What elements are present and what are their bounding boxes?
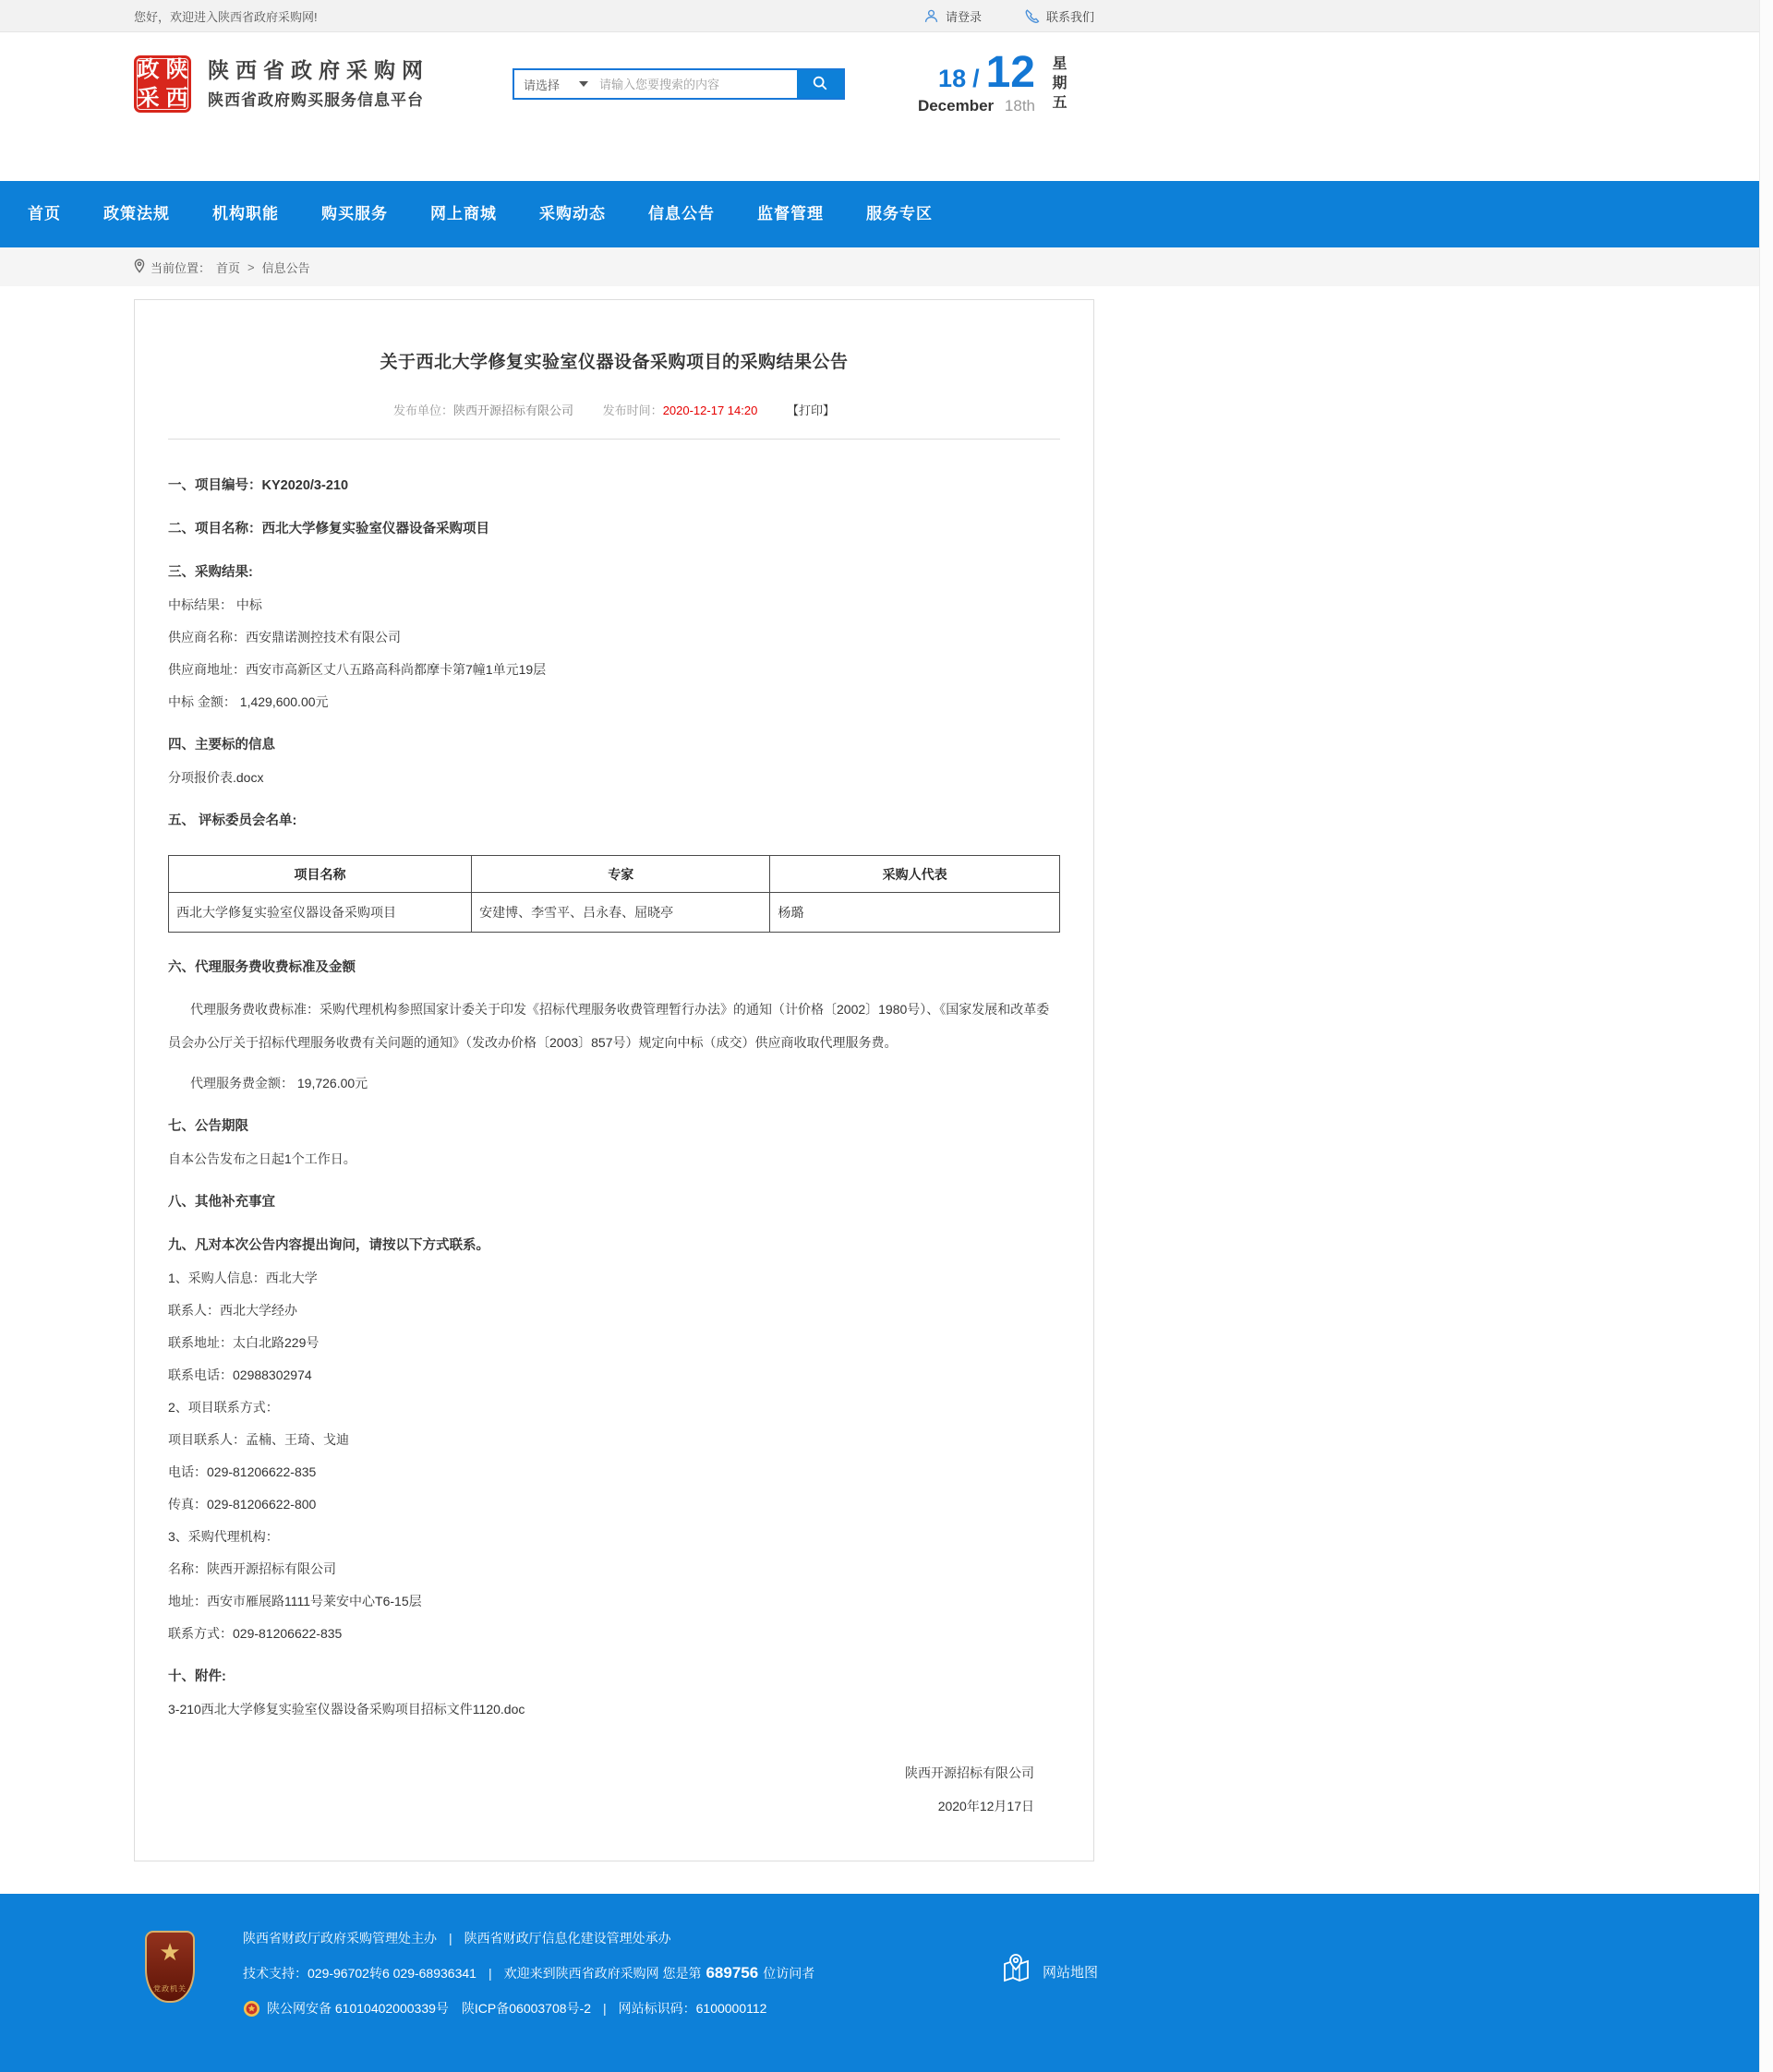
body-paragraph: 电话：029-81206622-835: [168, 1464, 317, 1479]
map-icon: [997, 1951, 1034, 1993]
contact-link[interactable]: 联系我们: [1024, 7, 1094, 25]
body-paragraph: 六、代理服务费收费标准及金额: [168, 960, 356, 975]
site-header: [0, 32, 1760, 181]
body-paragraph: 联系人：西北大学经办: [168, 1303, 297, 1318]
body-paragraph: 三、采购结果:: [168, 565, 253, 580]
announcement-meta: [168, 401, 1060, 440]
search-icon: [812, 75, 828, 94]
body-paragraph: 联系地址：太白北路229号: [168, 1335, 320, 1350]
body-paragraph: 八、其他补充事宜: [168, 1195, 275, 1210]
print-button[interactable]: 【打印】: [786, 404, 835, 417]
body-paragraph: 3、采购代理机构：: [168, 1529, 279, 1544]
date-ordinal: 18th: [1004, 97, 1035, 114]
date-weekday: 星期五: [1050, 54, 1066, 114]
user-icon: [923, 8, 939, 24]
nav-item[interactable]: 监督管理: [757, 205, 824, 223]
body-paragraph: 2、项目联系方式：: [168, 1400, 279, 1415]
footer-icp[interactable]: 陕ICP备06003708号-2: [461, 2001, 591, 2016]
top-bar: [0, 0, 1760, 32]
nav-list: [0, 181, 960, 247]
body-paragraph: 自本公告发布之日起1个工作日。: [168, 1151, 356, 1166]
table-header-row: [169, 856, 1060, 893]
attachment-link[interactable]: 分项报价表.docx: [168, 770, 264, 785]
footer-tech-support: 技术支持：029-96702转6 029-68936341: [243, 1966, 476, 1981]
announcement-card: [134, 299, 1094, 1861]
date-month-name: December: [917, 97, 995, 114]
body-paragraph: 联系方式：029-81206622-835: [168, 1626, 343, 1641]
body-sections-b: [168, 960, 1060, 1717]
breadcrumb-bar: [0, 247, 1760, 286]
body-paragraph: 联系电话：02988302974: [168, 1367, 312, 1382]
body-paragraph: 传真：029-81206622-800: [168, 1497, 317, 1512]
nav-item[interactable]: 网上商城: [430, 205, 497, 223]
sitemap-link[interactable]: 网站地图: [997, 1951, 1098, 1993]
body-paragraph: 中标结果： 中标: [168, 597, 262, 612]
footer-welcome: 欢迎来到陕西省政府采购网 您是第: [503, 1966, 702, 1981]
announcement-body: [168, 478, 1060, 1814]
body-paragraph: 七、公告期限: [168, 1119, 248, 1134]
nav-item[interactable]: 首页: [28, 205, 61, 223]
signature-company: 陕西开源招标有限公司: [905, 1765, 1034, 1780]
body-paragraph: 五、 评标委员会名单:: [168, 813, 297, 828]
signature-block: [168, 1765, 1060, 1814]
chevron-down-icon: [579, 81, 588, 87]
table-row: [169, 893, 1060, 933]
site-logo[interactable]: 政 陕 采 西: [134, 55, 191, 113]
body-paragraph: 代理服务费收费标准：采购代理机构参照国家计委关于印发《招标代理服务收费管理暂行办法》的通知（计价格〔2002〕1980号）、《国家发展和改革委员会办公厅关于招标代理服务收费有关问题的通知》（发改办价格〔2003〕857号）规定向中标（成交）供应商收取代理服务费。: [168, 1002, 1050, 1050]
column-header: 专家: [472, 856, 770, 893]
body-paragraph: 项目联系人：孟楠、王琦、戈迪: [168, 1432, 349, 1447]
date-day: 18: [938, 65, 967, 92]
site-footer: [0, 1894, 1760, 2072]
site-title: 陕西省政府采购网: [208, 57, 429, 82]
nav-item[interactable]: 服务专区: [866, 205, 933, 223]
gov-agency-badge-icon: ★ 党政机关: [145, 1931, 195, 2003]
main-content: [0, 286, 1760, 1894]
announcement-title: 关于西北大学修复实验室仪器设备采购项目的采购结果公告: [380, 353, 849, 372]
brand-text: [208, 58, 429, 110]
column-header: 项目名称: [169, 856, 472, 893]
publisher-label: 发布单位：: [393, 404, 454, 417]
breadcrumb-home[interactable]: 首页: [216, 260, 241, 275]
footer-security-record[interactable]: 陕公网安备 61010402000339号: [267, 2001, 449, 2016]
publish-time-value: 2020-12-17 14:20: [662, 404, 758, 417]
greeting-text: 您好，欢迎进入陕西省政府采购网!: [134, 9, 318, 24]
column-header: 采购人代表: [770, 856, 1060, 893]
search-box: [513, 68, 845, 100]
nav-item[interactable]: 购买服务: [321, 205, 388, 223]
login-link[interactable]: 请登录: [923, 7, 982, 25]
search-button[interactable]: [797, 70, 843, 98]
visitor-count: 689756: [706, 1964, 759, 1982]
body-paragraph: 1、采购人信息：西北大学: [168, 1271, 318, 1285]
footer-co-organizer: 陕西省财政厅信息化建设管理处承办: [464, 1931, 671, 1946]
nav-item[interactable]: 政策法规: [103, 205, 170, 223]
cell-project-name: 西北大学修复实验室仪器设备采购项目: [169, 893, 472, 933]
location-pin-icon: [134, 259, 145, 276]
site-subtitle: 陕西省政府购买服务信息平台: [208, 91, 424, 110]
body-paragraph: 四、主要标的信息: [168, 738, 275, 753]
body-sections-a: [168, 478, 1060, 829]
body-paragraph: 地址：西安市雁展路1111号莱安中心T6-15层: [168, 1594, 422, 1608]
search-input[interactable]: [596, 70, 797, 98]
publish-time-label: 发布时间：: [602, 404, 663, 417]
nav-item[interactable]: 信息公告: [648, 205, 715, 223]
body-paragraph: 供应商地址：西安市高新区丈八五路高科尚都摩卡第7幢1单元19层: [168, 662, 547, 677]
phone-icon: [1024, 8, 1040, 24]
body-paragraph: 名称：陕西开源招标有限公司: [168, 1561, 336, 1576]
attachment-link[interactable]: 3-210西北大学修复实验室仪器设备采购项目招标文件1120.doc: [168, 1702, 525, 1717]
publisher-value: 陕西开源招标有限公司: [453, 404, 574, 417]
breadcrumb-label: 当前位置：: [151, 260, 211, 275]
footer-organizer: 陕西省财政厅政府采购管理处主办: [243, 1931, 437, 1946]
body-paragraph: 一、项目编号：KY2020/3-210: [168, 478, 349, 493]
signature-date: 2020年12月17日: [937, 1799, 1034, 1813]
committee-table: [168, 855, 1060, 933]
nav-item[interactable]: 机构职能: [212, 205, 279, 223]
footer-site-code: 网站标识码：6100000112: [618, 2001, 767, 2016]
cell-purchaser-rep: 杨璐: [770, 893, 1060, 933]
date-widget: 18 / 12 December 18th 星期五: [917, 48, 1066, 114]
footer-text: 陕西省财政厅政府采购管理处主办 | 陕西省财政厅信息化建设管理处承办 技术支持：029-96702转6 029-68936341 | 欢迎来到陕西省政府采购网 您是第 689756 位访问者 陕公网安备 61010402000339号 陕ICP备06003708号-2 | 网站标识码：6100000112: [243, 1931, 815, 2016]
police-badge-icon: [243, 2000, 260, 2018]
body-paragraph: 十、附件:: [168, 1669, 226, 1684]
body-paragraph: 代理服务费金额： 19,726.00元: [190, 1076, 368, 1090]
nav-item[interactable]: 采购动态: [539, 205, 606, 223]
breadcrumb-current[interactable]: 信息公告: [261, 260, 310, 275]
body-paragraph: 九、凡对本次公告内容提出询问，请按以下方式联系。: [168, 1238, 489, 1253]
cell-experts: 安建博、李雪平、吕永春、屈晓亭: [472, 893, 770, 933]
main-nav: [0, 181, 1760, 247]
body-paragraph: 中标 金额： 1,429,600.00元: [168, 694, 329, 709]
body-paragraph: 二、项目名称：西北大学修复实验室仪器设备采购项目: [168, 522, 489, 536]
breadcrumb: 当前位置： 首页 > 信息公告: [134, 247, 1094, 286]
search-category-select[interactable]: 请选择: [514, 70, 596, 98]
date-month: 12: [985, 48, 1035, 97]
body-paragraph: 供应商名称：西安鼎诺测控技术有限公司: [168, 630, 401, 644]
